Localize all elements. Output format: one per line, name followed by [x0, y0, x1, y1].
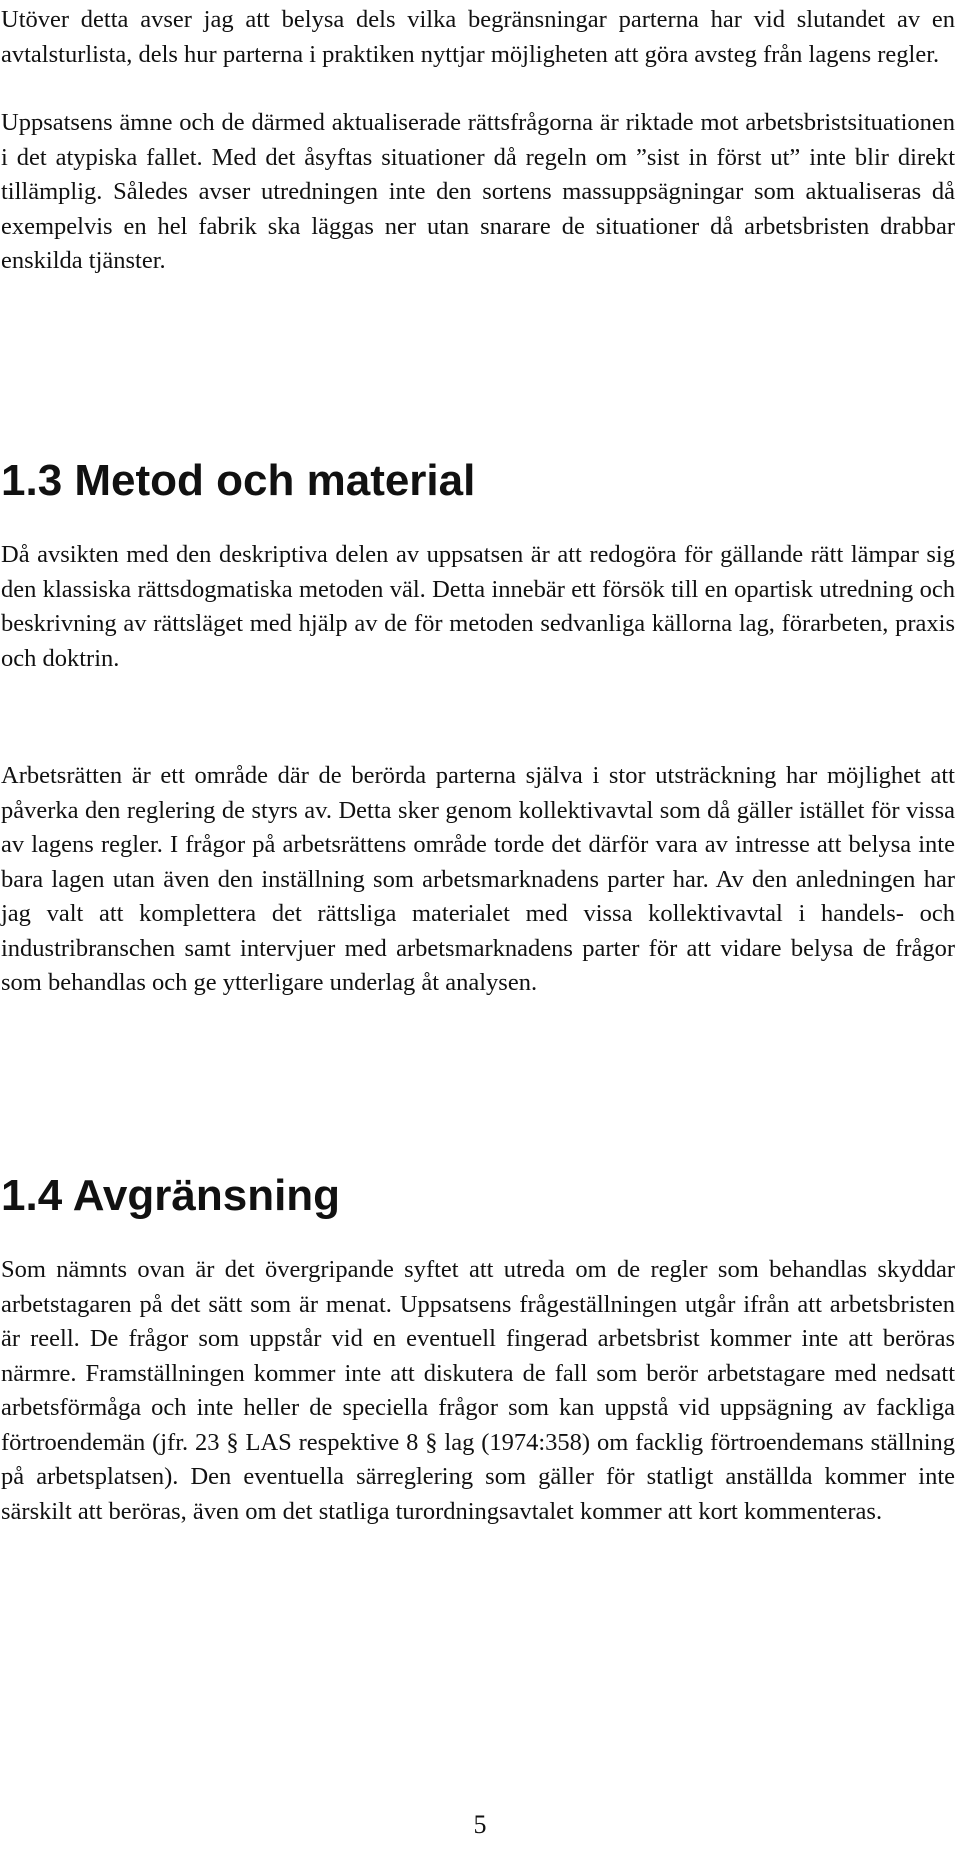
page-number: 5: [473, 1810, 487, 1839]
paragraph-method-1: Då avsikten med den deskriptiva delen av uppsatsen är att redogöra för gällande rätt lämpar sig den klassiska rättsdogmatiska metoden väl. Detta innebär ett försök till en opartisk utredning och beskrivning av rättsläget med hjälp av de för metoden sedvanliga källorna lag, förarbeten, praxis och doktrin.: [1, 541, 955, 672]
section-heading-method: 1.3 Metod och material: [1, 456, 476, 505]
section-heading-delimitation: 1.4 Avgränsning: [1, 1171, 341, 1220]
paragraph-method-2: Arbetsrätten är ett område där de berörda parterna själva i stor utsträckning har möjlighet att påverka den reglering de styrs av. Detta sker genom kollektivavtal som då gäller istället för vissa av lagens regler. I frågor på arbetsrättens område torde det därför vara av intresse att belysa inte bara lagen utan även den inställning som arbetsmarknadens parter har. Av den anledningen har jag valt att komplettera det rättsliga materialet med vissa kollektivavtal i handels- och industribranschen samt intervjuer med arbetsmarknadens parter för att vidare belysa de frågor som behandlas och ge ytterligare underlag åt analysen.: [1, 762, 955, 996]
paragraph-delimitation: Som nämnts ovan är det övergripande syftet att utreda om de regler som behandlas skyddar arbetstagaren på det sätt som är menat. Uppsatsens frågeställningen utgår ifrån att arbetsbristen är reell. De frågor som uppstår vid en eventuell fingerad arbetsbrist kommer inte att beröras närmre. Framställningen kommer inte att diskutera de fall som berör arbetstagare med nedsatt arbetsförmåga och inte heller de speciella frågor som kan uppstå vid uppsägning av fackliga förtroendemän (jfr. 23 § LAS respektive 8 § lag (1974:358) om facklig förtroendemans ställning på arbetsplatsen). Den eventuella särreglering som gäller för statligt anställda kommer inte särskilt att beröras, även om det statliga turordningsavtalet kommer att kort kommenteras.: [1, 1256, 955, 1525]
paragraph-intro-scope: Utöver detta avser jag att belysa dels vilka begränsningar parterna har vid slutandet av en avtalsturlista, dels hur parterna i praktiken nyttjar möjligheten att göra avsteg från lagens regler.: [1, 6, 955, 68]
paragraph-subject: Uppsatsens ämne och de därmed aktualiserade rättsfrågorna är riktade mot arbetsbristsituationen i det atypiska fallet. Med det åsyftas situationer då regeln om ”sist in först ut” inte blir direkt tillämplig. Således avser utredningen inte den sortens massuppsägningar som aktualiseras då exempelvis en hel fabrik ska läggas ner utan snarare de situationer då arbetsbristen drabbar enskilda tjänster.: [1, 109, 955, 274]
